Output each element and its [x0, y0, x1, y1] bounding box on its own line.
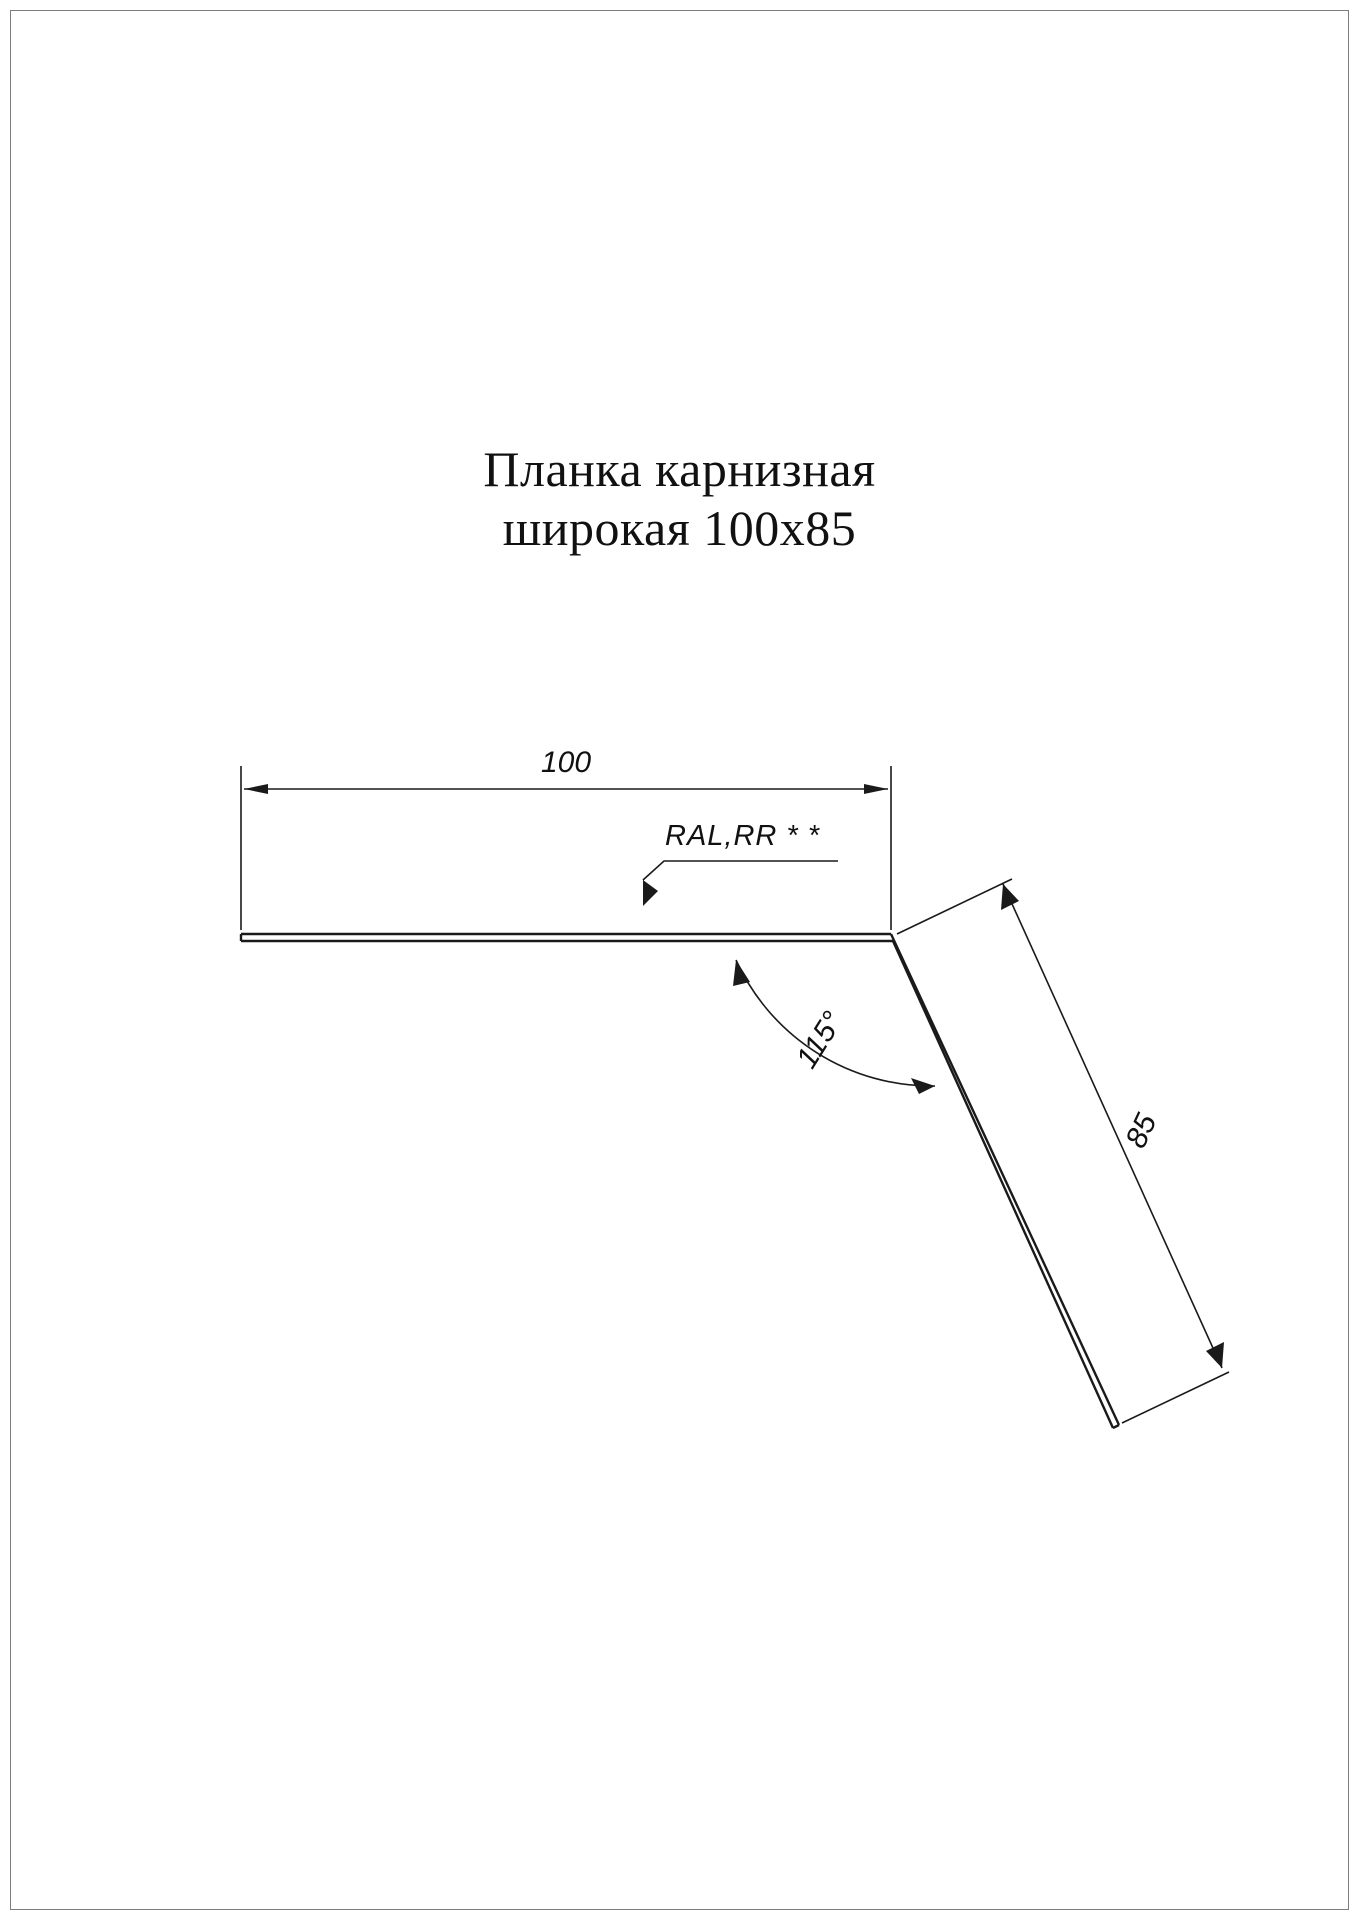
dimension-85-label: 85	[1119, 1108, 1164, 1154]
dimension-angle-label: 115°	[790, 1005, 850, 1075]
title-line-2: широкая 100x85	[502, 500, 857, 556]
title-line-1: Планка карнизная	[483, 441, 876, 497]
coating-note-label: RAL,RR * *	[665, 820, 821, 852]
coating-note-leader	[643, 861, 838, 906]
dimension-85	[897, 879, 1229, 1423]
profile-outline	[241, 934, 1119, 1428]
dimension-100-label: 100	[540, 746, 592, 779]
